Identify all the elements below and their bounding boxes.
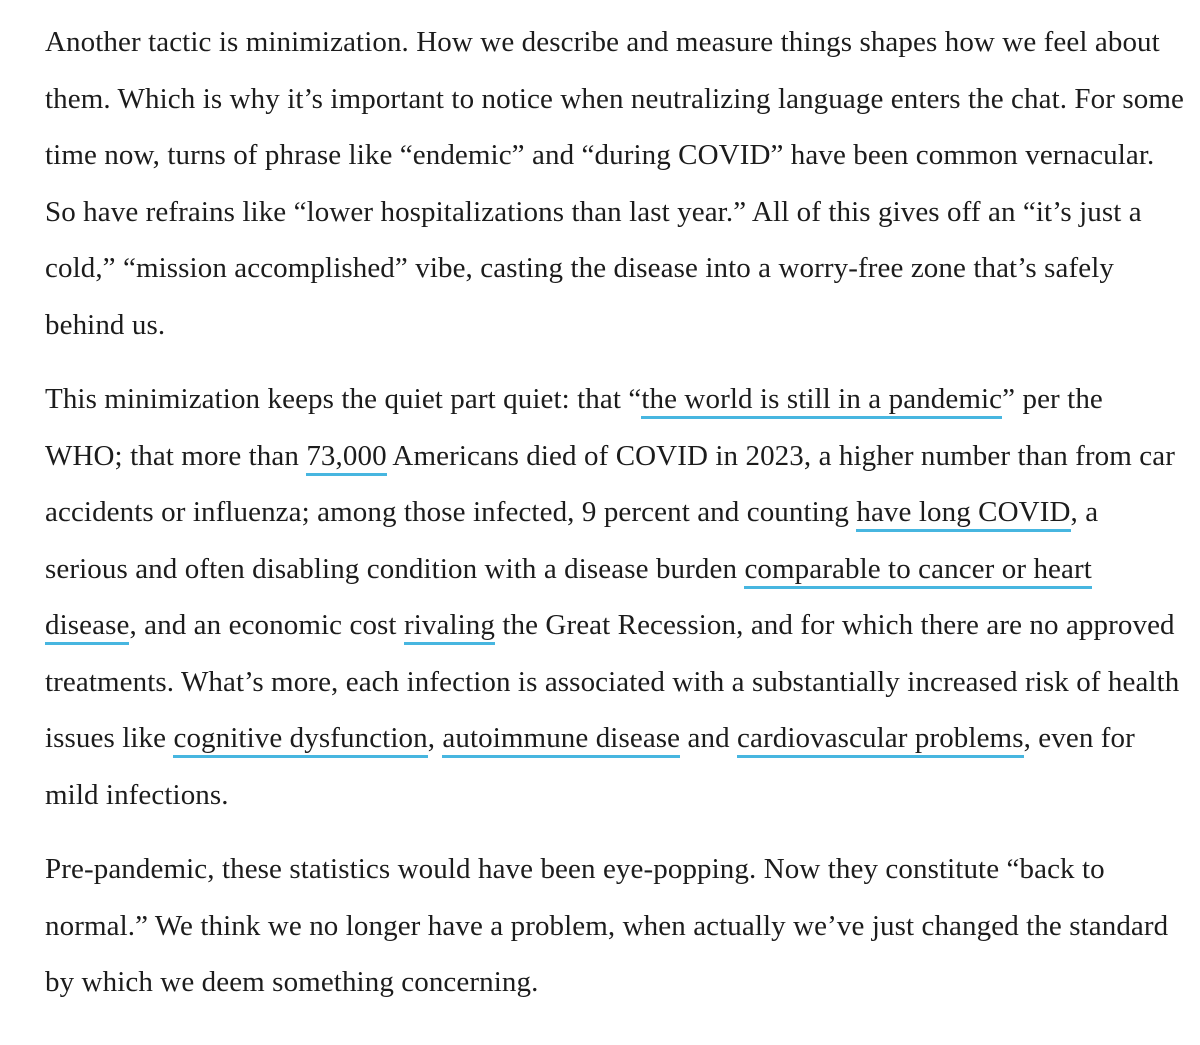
paragraph-text: , even for mild infections. — [45, 722, 1135, 811]
article-body — [45, 14, 1185, 1029]
paragraph-text: Americans died of COVID in 2023, a higher number than from car accidents or influenza; among those infected, 9 percent and counting — [45, 439, 1175, 528]
link-autoimmune-disease[interactable]: autoimmune disease — [442, 722, 680, 758]
paragraph-text: This minimization keeps the quiet part quiet: that “ — [45, 383, 642, 415]
paragraph-text: the Great Recession, and for which there are no approved treatments. What’s more, each infection is associated with a substantially increased risk of health issues like — [45, 609, 1180, 754]
paragraph-minimization-intro — [45, 14, 1185, 353]
paragraph-text: ” per the WHO; that more than — [45, 383, 1103, 472]
paragraph-statistics — [45, 371, 1185, 823]
paragraph-text: , a serious and often disabling condition with a disease burden — [45, 496, 1099, 585]
paragraph-text: , — [427, 722, 443, 754]
paragraph-text: and — [680, 722, 738, 754]
link-world-still-in-pandemic[interactable]: the world is still in a pandemic — [641, 383, 1002, 419]
paragraph-back-to-normal — [45, 841, 1185, 1011]
link-cognitive-dysfunction[interactable]: cognitive dysfunction — [173, 722, 427, 758]
link-comparable-to-cancer[interactable]: comparable to cancer or heart disease — [45, 553, 1092, 646]
paragraph-text: Another tactic is minimization. How we describe and measure things shapes how we feel about them. Which is why it’s important to notice when neutralizing language enters the chat. For some time now, turns of phrase like “endemic” and “during COVID” have been common vernacular. So have refrains like “lower hospitalizations than last year.” All of this gives off an “it’s just a cold,” “mission accomplished” vibe, casting the disease into a worry-free zone that’s safely behind us. — [45, 26, 1184, 341]
link-rivaling[interactable]: rivaling — [404, 609, 495, 645]
link-have-long-covid[interactable]: have long COVID — [856, 496, 1070, 532]
link-cardiovascular-problems[interactable]: cardiovascular problems — [737, 722, 1024, 758]
paragraph-text: , and an economic cost — [129, 609, 404, 641]
paragraph-text: Pre-pandemic, these statistics would have been eye-popping. Now they constitute “back to normal.” We think we no longer have a problem, when actually we’ve just changed the standard by which we deem something concerning. — [45, 853, 1169, 998]
link-73000[interactable]: 73,000 — [306, 440, 386, 476]
